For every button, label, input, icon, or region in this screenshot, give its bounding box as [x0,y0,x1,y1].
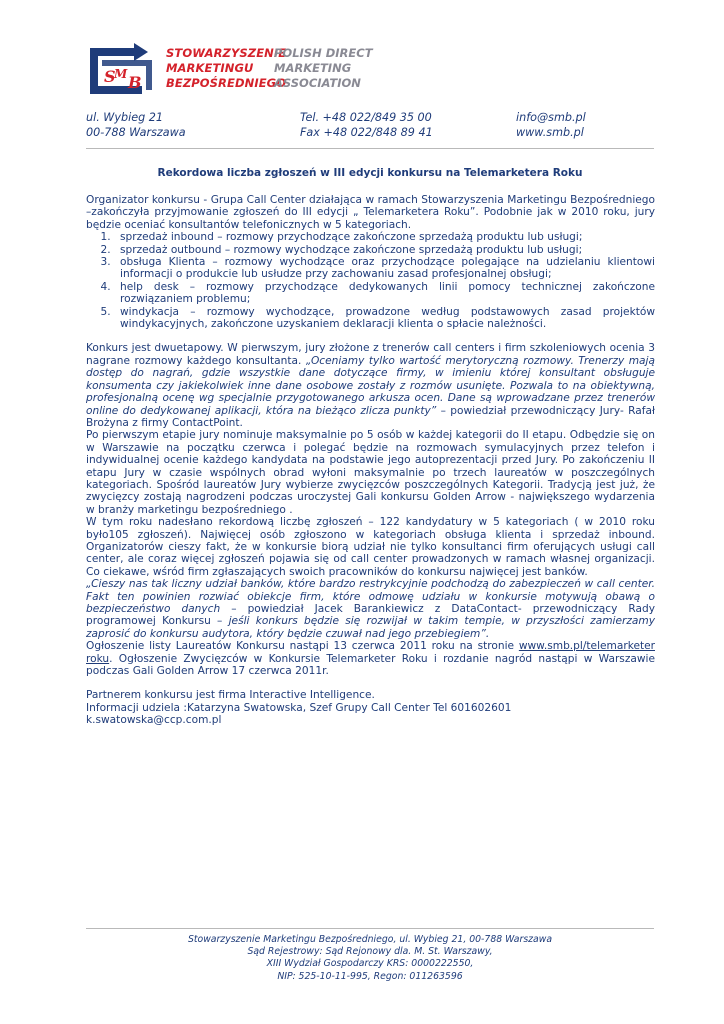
jury-attribution: – powiedział przewodniczący Jury- Rafał Brożyna z firmy ContactPoint. [86,404,655,429]
category-item: 1. sprzedaż inbound – rozmowy przychodzące zakończone sprzedażą produktu lub usługi; [114,231,655,243]
fax-number: Fax +48 022/848 89 41 [300,125,433,139]
logo-english-name [274,46,373,91]
jury-paragraph [86,342,655,429]
footer-line3: XIII Wydział Gospodarczy KRS: 0000222550, [266,958,474,970]
footer-divider [86,928,654,929]
announcement-text: Ogłoszenie listy Laureatów Konkursu nastąpi 13 czerwca 2011 roku na stronie [86,640,519,653]
website-link[interactable]: www.smb.pl [516,125,584,139]
stages-paragraph: Po pierwszym etapie jury nominuje maksymalnie po 5 osób w każdej kategorii do II etapu. Odbędzie się on w Warszawie na początku czerwca i polegać będzie na rozmowach symulacyjnych przez telefon i indywidualnej ocenie każdego kandydata na podstawie jego autoprezentacji przed Jury. Po zakończeniu II etapu Jury w czasie wspólnych obrad wyłoni maksymalnie po trzech laureatów w poszczególnych kategoriach. Spośród laureatów Jury wybierze zwycięzców poszczególnych Kategorii. Tradycją jest już, że zwycięzcy zostają nagrodzeni podczas uroczystej Gali konkursu Golden Arrow - największego wydarzenia w branży marketingu bezpośredniego . [86,429,655,516]
partner-line: Partnerem konkursu jest firma Interactive Intelligence. [86,689,375,702]
category-item: 3. obsługa Klienta – rozmowy wychodzące oraz przychodzące polegające na udzielaniu klientowi informacji o produkcie lub usłudze przy zachowaniu zasad profesjonalnej obsługi; [114,256,655,281]
category-item: 2. sprzedaż outbound – rozmowy wychodzące zakończone sprzedażą produktu lub usługi; [114,244,655,256]
announcement-paragraph [86,640,655,677]
smb-logo-mark-icon [86,42,158,100]
phone-number: Tel. +48 022/849 35 00 [300,111,432,124]
banks-attribution: – powiedział Jacek Barankiewicz z DataContact- przewodniczący Rady programowej Konkursu – [86,603,656,628]
category-list [86,231,655,330]
address-line2: 00-788 Warszawa [86,125,186,139]
footer-line2: Sąd Rejestrowy: Sąd Rejonowy dla. M. St. Warszawy, [247,946,493,958]
logo-en-line1: POLISH DIRECT [274,46,373,60]
category-item: 4. help desk – rozmowy przychodzące dedykowanych linii pomocy technicznej zakończone rozwiązaniem problemu; [114,281,655,306]
email-link[interactable]: info@smb.pl [516,111,586,124]
logo-en-line2: MARKETING [274,61,352,75]
document-title: Rekordowa liczba zgłoszeń w III edycji konkursu na Telemarketera Roku [157,167,583,179]
contact-person-email[interactable]: k.swatowska@ccp.com.pl [86,714,222,727]
logo-pl-line1: STOWARZYSZENIE [166,46,287,60]
banks-paragraph [86,578,655,640]
results-link[interactable]: www.smb.pl/telemarketer roku [86,640,655,665]
header-divider [86,148,654,149]
svg-text:S: S [104,67,116,86]
banks-quote: „Cieszy nas tak liczny udział banków, które bardzo restrykcyjnie podchodzą do zabezpieczeń w call center. Fakt ten powinien rozwiać obiekcje firm, które odmowę udziału w konkursie motywują obawą o bezpieczeństwo danych [86,578,655,615]
contact-address [86,111,186,140]
logo-en-line3: ASSOCIATION [274,76,361,90]
footer [86,934,654,983]
intro-paragraph: Organizator konkursu - Grupa Call Center działająca w ramach Stowarzyszenia Marketingu Bezpośredniego –zakończyła przyjmowanie zgłoszeń do III edycji „ Telemarketera Roku”. Podobnie jak w 2010 roku, jury będzie oceniać konsultantów telefonicznych w 5 kategoriach. [86,194,655,231]
banks-quote-2: jeśli konkurs będzie się rozwijał w takim tempie, w przyszłości zamierzamy zaprosić do konkursu audytora, który będzie czuwał nad jego przebiegiem”. [86,615,656,640]
jury-text: Konkurs jest dwuetapowy. W pierwszym, jury złożone z trenerów call centers i firm szkoleniowych ocenia 3 nagrane rozmowy każdego konsultanta. [86,342,655,367]
contact-online [516,111,586,140]
contact-person-line: Informacji udziela :Katarzyna Swatowska, Szef Grupy Call Center Tel 601602601 [86,701,512,714]
jury-quote: „Oceniamy tylko wartość merytoryczną rozmowy. Trenerzy mają dostęp do nagrań, gdzie wszystkie dane dotyczące firmy, w imieniu której konsultant obsługuje konsumenta czy jakiekolwiek inne dane osobowe zostały z rozmów usunięte. Pozwala to na obiektywną, profesjonalną ocenę wg specjalnie przygotowanego arkusza ocen. Dane są wprowadzane przez trenerów online do dedykowanej aplikacji, która na bieżąco zlicza punkty” [86,354,655,417]
document-body [86,194,655,727]
svg-text:M: M [114,67,128,81]
logo-pl-line2: MARKETINGU [166,61,254,75]
announcement-text-2: . Ogłoszenie Zwycięzców w Konkursie Telemarketer Roku i rozdanie nagród nastąpi w Warszawie podczas Gali Golden Arrow 17 czerwca 2011r. [86,652,655,678]
logo-polish-name [166,46,286,91]
logo-pl-line3: BEZPOŚREDNIEGO [166,76,287,90]
smb-logo [86,42,373,100]
footer-line1: Stowarzyszenie Marketingu Bezpośredniego, ul. Wybieg 21, 00-788 Warszawa [187,934,553,945]
record-paragraph: W tym roku nadesłano rekordową liczbę zgłoszeń – 122 kandydatury w 5 kategoriach ( w 2010 roku było105 zgłoszeń). Najwięcej osób zgłoszono w kategoriach obsługa klienta i sprzedaż inbound. Organizatorów cieszy fakt, że w konkursie biorą udział nie tylko konsultanci firm oferujących usługi call center, ale coraz więcej zgłoszeń pojawia się od call center prowadzonych w ramach własnej organizacji. Co ciekawe, wśród firm zgłaszających swoich pracowników do konkursu najwięcej jest banków. [86,516,655,578]
svg-text:B: B [128,73,142,92]
footer-line4: NIP: 525-10-11-995, Regon: 011263596 [277,970,463,982]
category-item: 5. windykacja – rozmowy wychodzące, prowadzone według podstawowych zasad projektów windykacyjnych, zakończone uzyskaniem deklaracji klienta o spłacie należności. [114,306,655,331]
address-line1: ul. Wybieg 21 [86,111,163,124]
contact-phone [300,111,433,140]
